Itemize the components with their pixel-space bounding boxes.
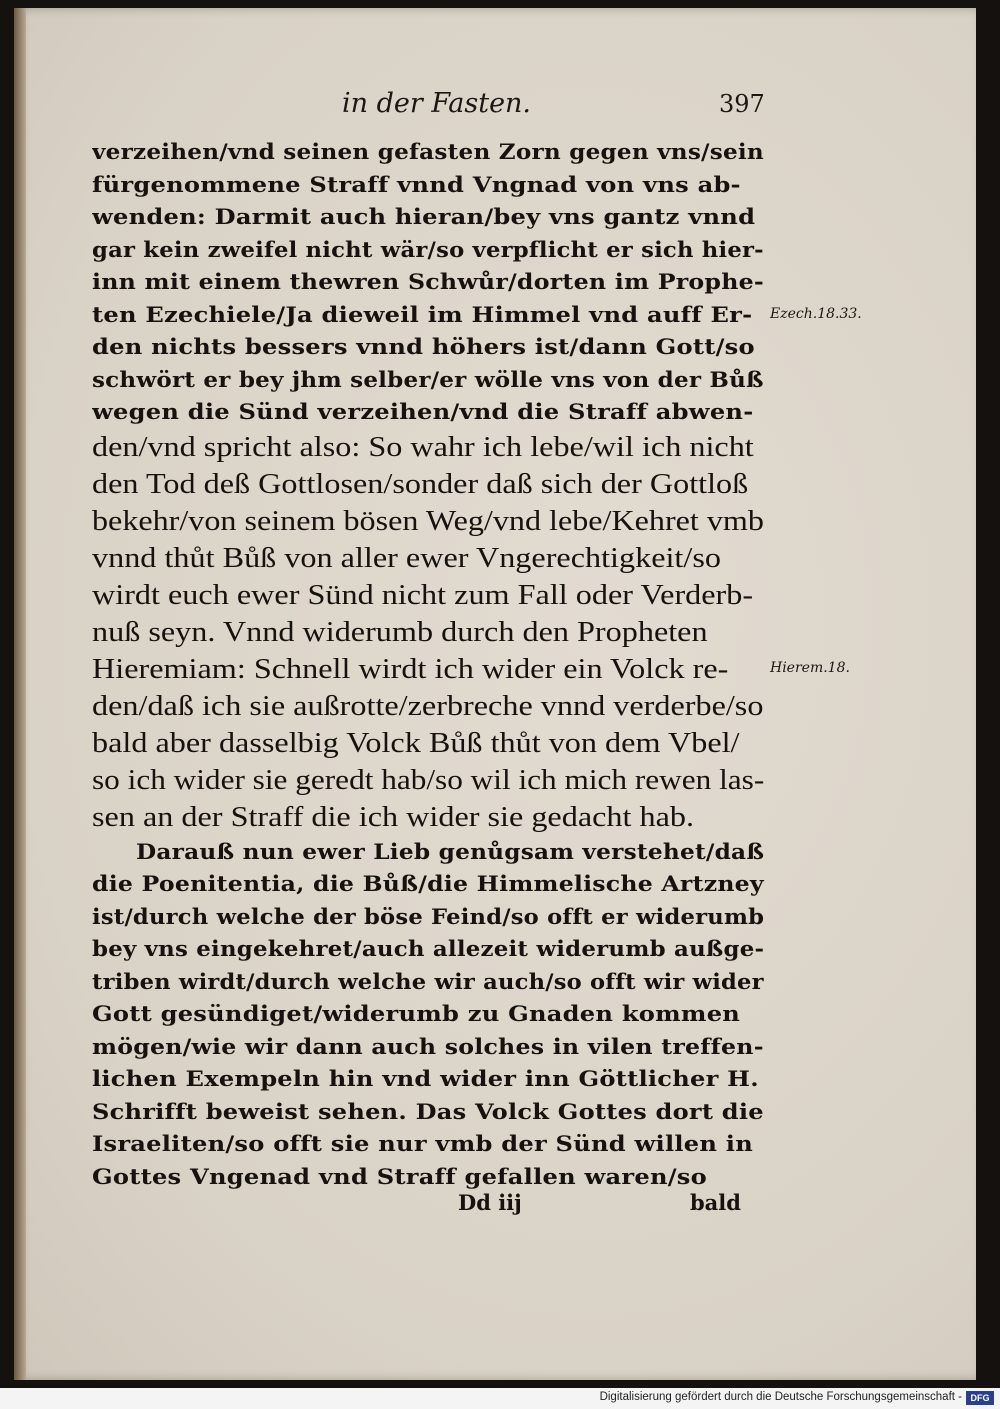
dfg-logo: DFG (966, 1391, 994, 1405)
text-line: lichen Exempeln hin vnd wider inn Göttlicher H. (92, 1066, 759, 1091)
body-text (92, 136, 772, 1193)
book-page (14, 8, 976, 1380)
footer-bar (0, 1388, 1000, 1409)
text-line: Gottes Vngenad vnd Straff gefallen waren/so (92, 1163, 707, 1189)
text-line: wenden: Darmit auch hieran/bey vns gantz vnnd (92, 204, 756, 229)
text-line: bey vns eingekehret/auch allezeit widerumb außge- (92, 936, 765, 961)
signature-mark: Dd iij (458, 1190, 522, 1215)
text-line: triben wirdt/durch welche wir auch/so offt wir wider (92, 968, 764, 994)
text-line: inn mit einem thewren Schwůr/dorten im Prophe- (92, 269, 764, 294)
text-line: ten Ezechiele/Ja dieweil im Himmel vnd auff Er- (92, 301, 753, 327)
text-line: den/vnd spricht also: So wahr ich lebe/wil ich nicht (92, 431, 754, 463)
text-line: mögen/wie wir dann auch solches in vilen treffen- (92, 1033, 764, 1059)
page-spine-shadow (14, 8, 26, 1380)
text-line: Darauß nun ewer Lieb genůgsam verstehet/daß (136, 838, 765, 864)
text-line: Israeliten/so offt sie nur vmb der Sünd willen in (92, 1131, 753, 1156)
text-line: so ich wider sie geredt hab/so wil ich mich rewen las- (92, 764, 765, 796)
text-line: schwört er bey jhm selber/er wölle vns von der Bůß (92, 366, 764, 392)
text-line: den Tod deß Gottlosen/sonder daß sich der Gottloß (92, 468, 749, 500)
text-line: sen an der Straff die ich wider sie gedacht hab. (92, 801, 695, 833)
text-line: bald aber dasselbig Volck Bůß thůt von dem Vbel/ (92, 727, 740, 759)
running-head-title: in der Fasten. (342, 88, 532, 119)
text-line: den nichts bessers vnnd höhers ist/dann Gott/so (92, 334, 755, 359)
text-line: den/daß ich sie außrotte/zerbreche vnnd verderbe/so (92, 690, 764, 722)
text-line: vnnd thůt Bůß von aller ewer Vngerechtigkeit/so (92, 542, 721, 574)
text-line: nuß seyn. Vnnd widerumb durch den Propheten (92, 616, 708, 648)
text-line: ist/durch welche der böse Feind/so offt er widerumb (92, 903, 765, 929)
page-number: 397 (719, 90, 765, 118)
text-line: die Poenitentia, die Bůß/die Himmelische Artzney (92, 871, 764, 896)
text-line: Schrifft beweist sehen. Das Volck Gottes dort die (92, 1098, 764, 1124)
text-line: gar kein zweifel nicht wär/so verpflicht er sich hier- (92, 236, 764, 262)
catchword: bald (690, 1190, 741, 1215)
marginal-note: Ezech.18.33. (770, 305, 862, 322)
text-line: wirdt euch ewer Sünd nicht zum Fall oder Verderb- (92, 579, 754, 611)
text-line: wegen die Sünd verzeihen/vnd die Straff abwen- (92, 399, 754, 424)
running-head (14, 88, 976, 124)
text-line: bekehr/von seinem bösen Weg/vnd lebe/Kehret vmb (92, 505, 764, 537)
text-line: verzeihen/vnd seinen gefasten Zorn gegen vns/sein (92, 139, 764, 164)
marginal-note: Hierem.18. (770, 660, 850, 676)
text-line: Gott gesündiget/widerumb zu Gnaden kommen (92, 1001, 741, 1026)
funding-credit: Digitalisierung gefördert durch die Deutsche Forschungsgemeinschaft - (599, 1391, 962, 1403)
text-line: Hieremiam: Schnell wirdt ich wider ein Volck re- (92, 653, 729, 685)
text-line: fürgenommene Straff vnnd Vngnad von vns ab- (92, 171, 741, 197)
